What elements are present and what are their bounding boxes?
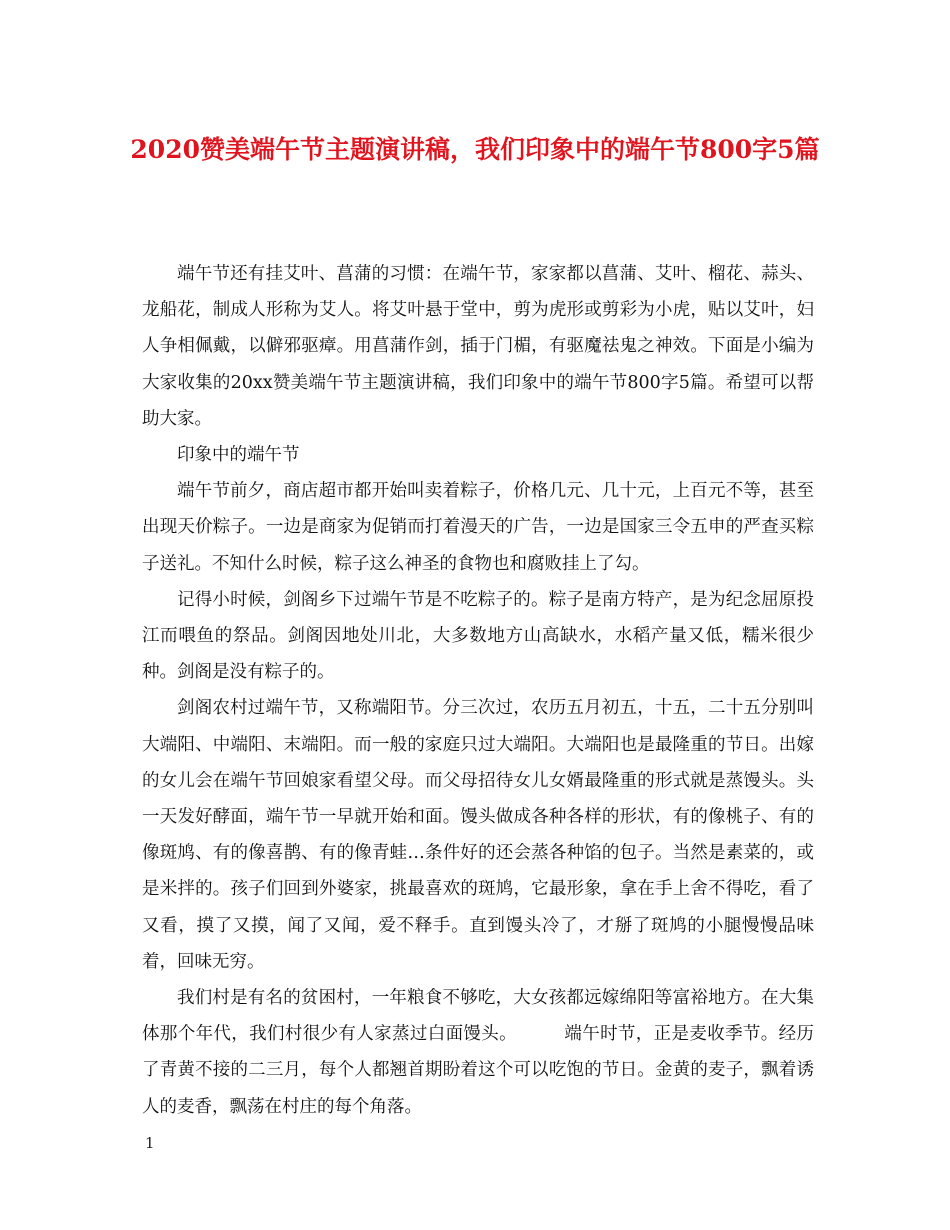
- paragraph: 剑阁农村过端午节，又称端阳节。分三次过，农历五月初五，十五，二十五分别叫大端阳、中端阳、末端阳。而一般的家庭只过大端阳。大端阳也是最隆重的节日。出嫁的女儿会在端午节回娘家看望父母。而父母招待女儿女婿最隆重的形式就是蒸馒头。头一天发好酵面，端午节一早就开始和面。馒头做成各种各样的形状，有的像桃子、有的像斑鸠、有的像喜鹊、有的像青蛙…条件好的还会蒸各种馅的包子。当然是素菜的，或是米拌的。孩子们回到外婆家，挑最喜欢的斑鸠，它最形象，拿在手上舍不得吃，看了又看，摸了又摸，闻了又闻，爱不释手。直到馒头冷了，才掰了斑鸠的小腿慢慢品味着，回味无穷。: [142, 698, 814, 972]
- paragraph-intro: 端午节还有挂艾叶、菖蒲的习惯：在端午节，家家都以菖蒲、艾叶、榴花、蒜头、龙船花，制成人形称为艾人。将艾叶悬于堂中，剪为虎形或剪彩为小虎，贴以艾叶，妇人争相佩戴，以僻邪驱瘴。用菖蒲作剑，插于门楣，有驱魔祛鬼之神效。下面是小编为大家收集的20xx赞美端午节主题演讲稿，我们印象中的端午节800字5篇。希望可以帮助大家。: [142, 264, 814, 429]
- document-body: [142, 256, 814, 1125]
- document-title: 2020赞美端午节主题演讲稿，我们印象中的端午节800字5篇: [130, 135, 820, 164]
- paragraph: 我们村是有名的贫困村，一年粮食不够吃，大女孩都远嫁绵阳等富裕地方。在大集体那个年代，我们村很少有人家蒸过白面馒头。 端午时节，正是麦收季节。经历了青黄不接的二三月，每个人都翘首期盼着这个可以吃饱的节日。金黄的麦子，飘着诱人的麦香，飘荡在村庄的每个角落。: [142, 988, 814, 1117]
- section-heading: 印象中的端午节: [177, 445, 300, 466]
- paragraph: 记得小时候，剑阁乡下过端午节是不吃粽子的。粽子是南方特产，是为纪念屈原投江而喂鱼的祭品。剑阁因地处川北，大多数地方山高缺水，水稻产量又低，糯米很少种。剑阁是没有粽子的。: [142, 589, 814, 683]
- paragraph: 端午节前夕，商店超市都开始叫卖着粽子，价格几元、几十元，上百元不等，甚至出现天价粽子。一边是商家为促销而打着漫天的广告，一边是国家三令五申的严查买粽子送礼。不知什么时候，粽子这么神圣的食物也和腐败挂上了勾。: [142, 481, 814, 574]
- page-number: 1: [145, 1134, 155, 1152]
